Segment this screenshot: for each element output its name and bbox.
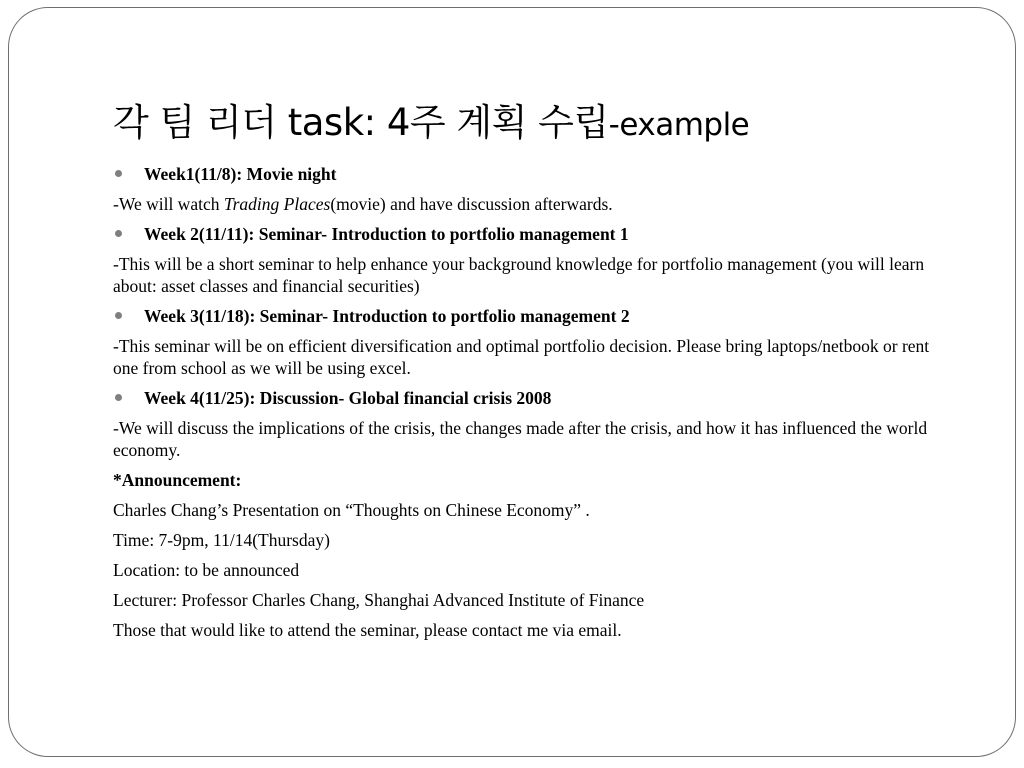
week4-description: -We will discuss the implications of the crisis, the changes made after the crisis, and how it has influenced the world economy.	[113, 418, 928, 460]
bullet-icon	[115, 394, 122, 401]
week3-description: -This seminar will be on efficient diversification and optimal portfolio decision. Please bring laptops/netbook or rent one from school as we will be using excel.	[113, 336, 930, 378]
week3-heading-item	[113, 305, 953, 327]
bullet-icon	[115, 312, 122, 319]
week4-heading: Week 4(11/25): Discussion- Global financial crisis 2008	[144, 388, 552, 408]
announcement-lecturer: Lecturer: Professor Charles Chang, Shanghai Advanced Institute of Finance	[113, 590, 645, 610]
week2-description: -This will be a short seminar to help enhance your background knowledge for portfolio management (you will learn about: asset classes and financial securities)	[113, 254, 925, 296]
announcement-presentation: Charles Chang’s Presentation on “Thoughts on Chinese Economy” .	[113, 500, 590, 520]
announcement-heading: *Announcement:	[113, 470, 242, 490]
week2-heading-item	[113, 223, 953, 245]
bullet-icon	[115, 170, 122, 177]
week1-desc-suffix: (movie) and have discussion afterwards.	[330, 194, 613, 214]
week1-heading: Week1(11/8): Movie night	[144, 164, 337, 184]
slide-content	[113, 163, 953, 641]
week1-desc-prefix: -We will watch	[113, 194, 224, 214]
week2-heading: Week 2(11/11): Seminar- Introduction to portfolio management 1	[144, 224, 629, 244]
week1-heading-item	[113, 163, 953, 185]
announcement-time: Time: 7-9pm, 11/14(Thursday)	[113, 530, 330, 550]
slide-title-main: 각 팀 리더 task: 4주 계획 수립	[113, 101, 609, 144]
week3-heading: Week 3(11/18): Seminar- Introduction to portfolio management 2	[144, 306, 630, 326]
slide-title-suffix: -example	[608, 107, 750, 143]
week1-desc-movie-title: Trading Places	[223, 194, 331, 214]
week4-heading-item	[113, 387, 953, 409]
slide-title	[113, 92, 749, 146]
announcement-contact: Those that would like to attend the seminar, please contact me via email.	[113, 620, 622, 640]
announcement-location: Location: to be announced	[113, 560, 300, 580]
bullet-icon	[115, 230, 122, 237]
week1-description	[113, 193, 953, 215]
